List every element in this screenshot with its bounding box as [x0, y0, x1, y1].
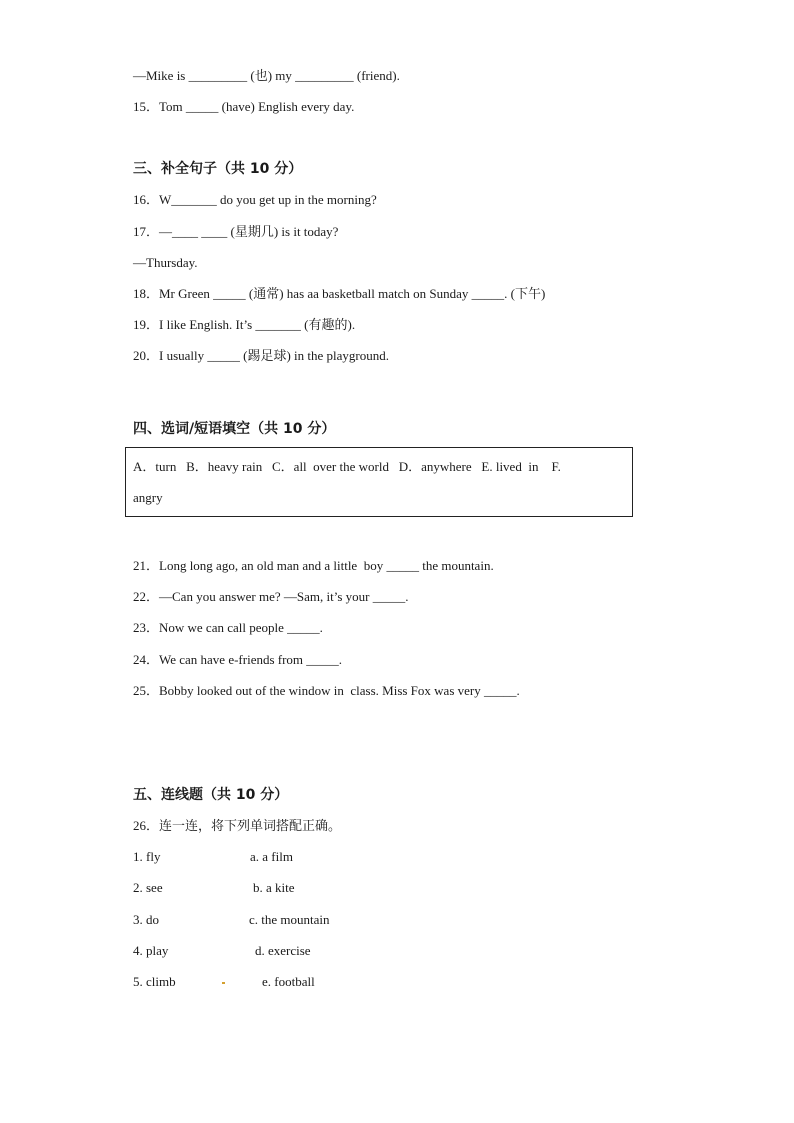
match-right-item: e. football: [262, 974, 315, 989]
match-right-item: a. a film: [250, 849, 293, 864]
question-23: 23．Now we can call people _____.: [133, 620, 323, 635]
question-18: 18．Mr Green _____ (通常) has aa basketball match on Sunday _____. (下午): [133, 286, 546, 301]
question-17-answer: —Thursday.: [133, 255, 198, 270]
match-left-item: 2. see: [133, 880, 163, 895]
question-22: 22．—Can you answer me? —Sam, it’s your _____.: [133, 589, 409, 604]
match-left-item: 5. climb: [133, 974, 176, 989]
question-26: 26．连一连，将下列单词搭配正确。: [133, 818, 342, 833]
section-5-heading: 五、连线题（共 10 分）: [133, 787, 289, 803]
question-21: 21．Long long ago, an old man and a little boy _____ the mountain.: [133, 558, 494, 573]
stray-mark: [222, 982, 225, 984]
question-24: 24．We can have e-friends from _____.: [133, 652, 343, 667]
question-14-continuation: —Mike is _________ (也) my _________ (friend).: [133, 68, 400, 83]
match-left-item: 4. play: [133, 943, 169, 958]
section-3-heading: 三、补全句子（共 10 分）: [133, 161, 303, 177]
word-bank-options-line-1: A．turn B．heavy rain C．all over the world D．anywhere E. lived in F.: [133, 459, 561, 474]
section-4-heading: 四、选词/短语填空（共 10 分）: [133, 421, 336, 437]
match-left-item: 3. do: [133, 912, 159, 927]
question-16: 16．W_______ do you get up in the morning?: [133, 192, 377, 207]
match-left-item: 1. fly: [133, 849, 161, 864]
question-25: 25．Bobby looked out of the window in class. Miss Fox was very _____.: [133, 683, 520, 698]
word-bank-options-line-2: angry: [133, 490, 163, 505]
match-right-item: b. a kite: [253, 880, 295, 895]
question-15: 15．Tom _____ (have) English every day.: [133, 99, 355, 114]
word-bank-box: [125, 447, 633, 517]
question-19: 19．I like English. It’s _______ (有趣的).: [133, 317, 356, 332]
question-20: 20．I usually _____ (踢足球) in the playground.: [133, 348, 389, 363]
match-right-item: d. exercise: [255, 943, 311, 958]
match-right-item: c. the mountain: [249, 912, 330, 927]
question-17: 17．—____ ____ (星期几) is it today?: [133, 224, 339, 239]
